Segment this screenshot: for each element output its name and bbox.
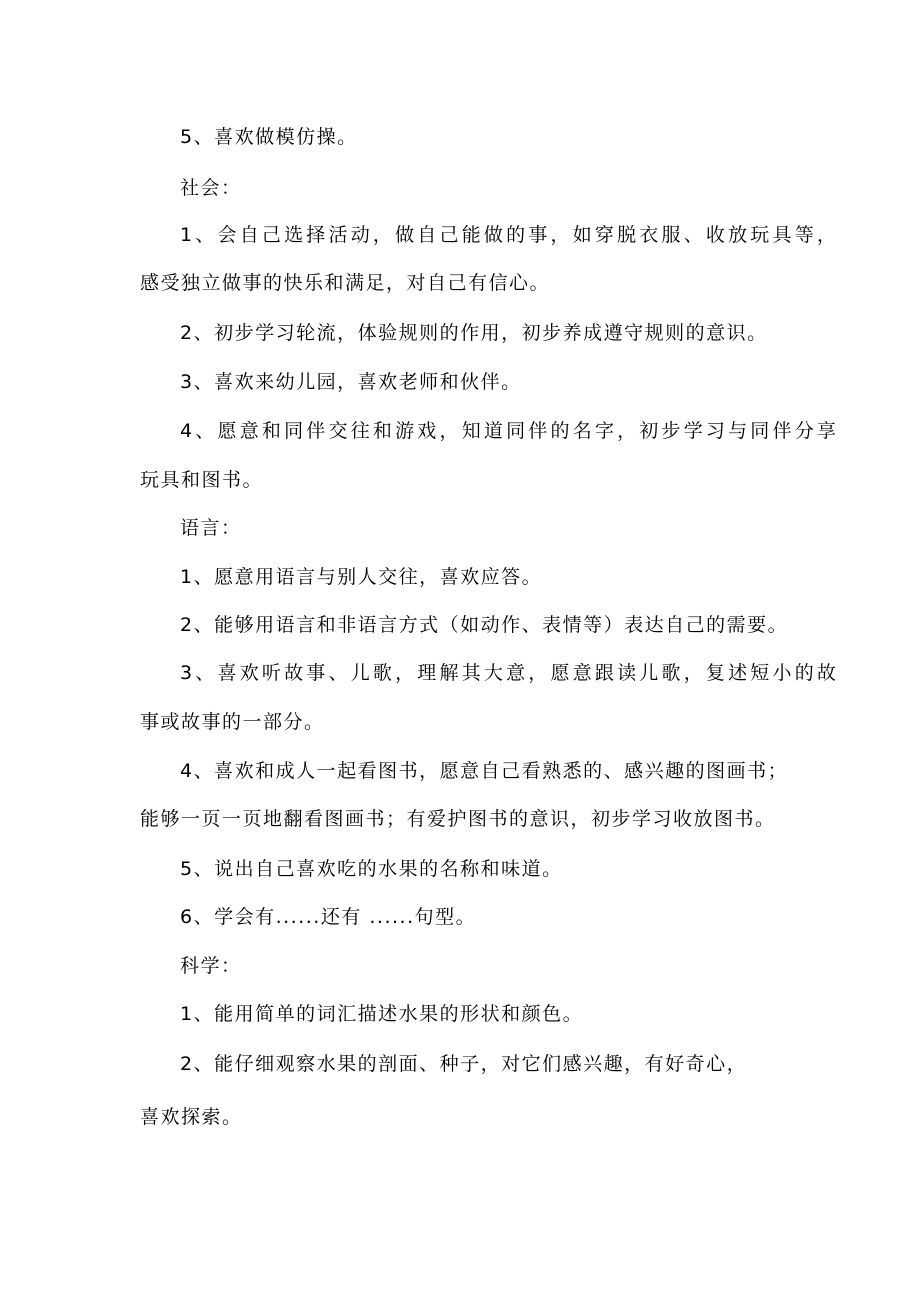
list-item-social-1: 1、会自己选择活动，做自己能做的事，如穿脱衣服、收放玩具等， — [180, 224, 840, 246]
list-item-language-1: 1、愿意用语言与别人交往，喜欢应答。 — [180, 566, 543, 588]
list-item-social-4: 4、愿意和同伴交往和游戏，知道同伴的名字，初步学习与同伴分享 — [180, 420, 840, 442]
list-item-language-3: 3、喜欢听故事、儿歌，理解其大意，愿意跟读儿歌，复述短小的故 — [180, 662, 840, 684]
list-item-social-4-continued: 玩具和图书。 — [140, 469, 264, 491]
list-item-language-5: 5、说出自己喜欢吃的水果的名称和味道。 — [180, 858, 563, 880]
list-item-language-3-continued: 事或故事的一部分。 — [140, 711, 325, 733]
list-item-imitation-exercise: 5、喜欢做模仿操。 — [180, 126, 358, 148]
list-item-social-1-continued: 感受独立做事的快乐和满足，对自己有信心。 — [140, 272, 551, 294]
list-item-language-6: 6、学会有......还有 ......句型。 — [180, 906, 477, 928]
list-item-science-2: 2、能仔细观察水果的剖面、种子，对它们感兴趣，有好奇心， — [180, 1053, 748, 1075]
list-item-social-3: 3、喜欢来幼儿园，喜欢老师和伙伴。 — [180, 371, 522, 393]
list-item-language-2: 2、能够用语言和非语言方式（如动作、表情等）表达自己的需要。 — [180, 614, 789, 636]
section-heading-social: 社会： — [180, 177, 242, 199]
list-item-language-4-continued: 能够一页一页地翻看图画书；有爱护图书的意识，初步学习收放图书。 — [140, 808, 776, 830]
section-heading-science: 科学： — [180, 955, 242, 977]
list-item-science-1: 1、能用简单的词汇描述水果的形状和颜色。 — [180, 1003, 584, 1025]
list-item-social-2: 2、初步学习轮流，体验规则的作用，初步养成遵守规则的意识。 — [180, 322, 768, 344]
list-item-language-4: 4、喜欢和成人一起看图书，愿意自己看熟悉的、感兴趣的图画书； — [180, 760, 789, 782]
list-item-science-2-continued: 喜欢探索。 — [140, 1106, 243, 1128]
section-heading-language: 语言： — [180, 517, 242, 539]
